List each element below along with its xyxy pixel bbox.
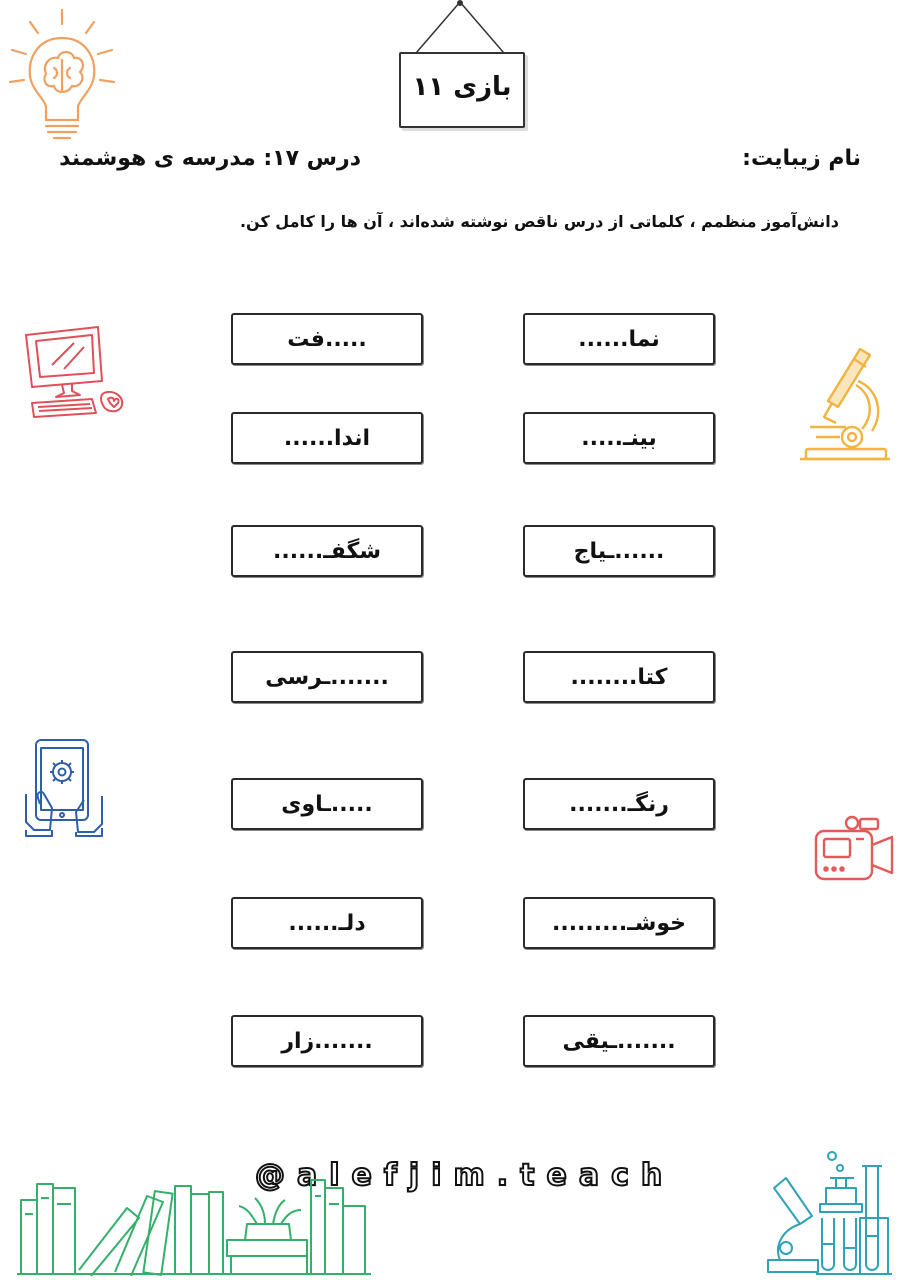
word-box-left-1[interactable]: .....فت [231,313,423,365]
social-handle: @alefjim.teach [255,1158,675,1193]
word-box-left-4[interactable]: .......ـرسی [231,651,423,703]
word-box-left-6[interactable]: دلـ...... [231,897,423,949]
word-box-left-2[interactable]: اندا...... [231,412,423,464]
bookshelf-icon [15,1178,375,1278]
computer-icon [22,325,127,420]
word-box-left-5[interactable]: .....ـاوی [231,778,423,830]
word-box-right-2[interactable]: بینـ..... [523,412,715,464]
instruction-text: دانش‌آموز منظمم ، کلماتی از درس ناقص نوشته شده‌اند ، آن ها را کامل کن. [239,212,839,231]
word-box-right-1[interactable]: نما...... [523,313,715,365]
word-box-left-7[interactable]: .......زار [231,1015,423,1067]
word-box-right-4[interactable]: کتا........ [523,651,715,703]
game-title: بازی ۱۱ [412,72,512,102]
word-box-right-6[interactable]: خوشـ......... [523,897,715,949]
tablet-icon [22,738,107,838]
lab-equipment-icon [760,1148,900,1278]
sign-string-icon [0,0,905,60]
lesson-label: درس ۱۷: مدرسه ی هوشمند [59,146,361,171]
game-sign [399,52,525,128]
microscope-icon [796,345,896,465]
word-box-left-3[interactable]: شگفـ...... [231,525,423,577]
word-box-right-5[interactable]: رنگـ....... [523,778,715,830]
word-box-right-7[interactable]: .......ـیقی [523,1015,715,1067]
lightbulb-brain-icon [2,2,122,147]
word-box-right-3[interactable]: ......ـیاج [523,525,715,577]
video-camera-icon [812,815,897,885]
name-label: نام زیبایت: [742,146,861,171]
